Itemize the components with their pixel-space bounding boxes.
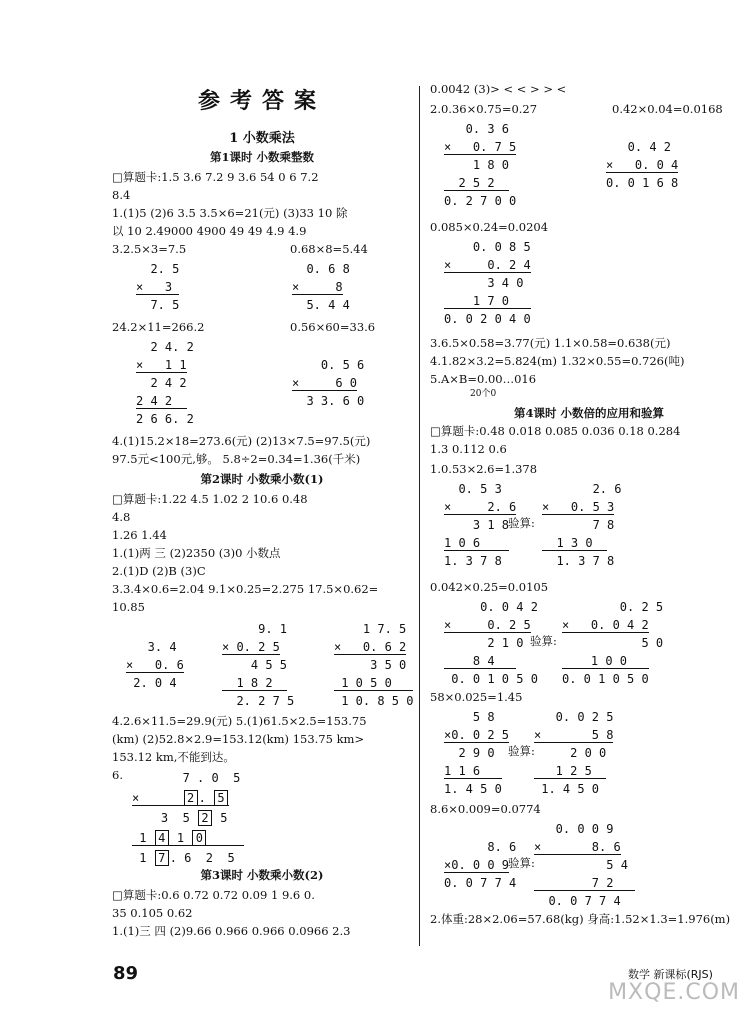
- text-line: 0.0042 (3)> < < > > <: [430, 82, 567, 96]
- text-line: 153.12 km,不能到达。: [112, 750, 235, 764]
- check-label: 验算:: [508, 516, 535, 530]
- text-line: 4.(1)15.2×18=273.6(元) (2)13×7.5=97.5(元): [112, 434, 371, 448]
- text-line: 24.2×11=266.2: [112, 320, 205, 334]
- vertical-calc: 5 8 ×0. 0 2 5 2 9 0 1 1 6 1. 4 5 0: [444, 710, 510, 796]
- text-line: 58×0.025=1.45: [430, 690, 523, 704]
- lesson4-heading: 第4课时 小数倍的应用和验算: [513, 406, 664, 420]
- text-line: 4.2.6×11.5=29.9(元) 5.(1)61.5×2.5=153.75: [112, 714, 367, 728]
- text-line: 1.3 0.112 0.6: [430, 442, 507, 456]
- vertical-calc: 2. 5 × 3 7. 5: [136, 262, 180, 312]
- text-line: 0.68×8=5.44: [290, 242, 368, 256]
- book-label: 数学 新课标(RJS): [628, 968, 713, 981]
- section-heading: 1 小数乘法: [229, 131, 295, 146]
- blank-box: 2: [198, 810, 212, 826]
- vertical-calc: 0. 2 5 × 0. 0 4 2 5 0 1 0 0 0. 0 1 0 5 0: [562, 600, 664, 686]
- text-line: 1.26 1.44: [112, 528, 167, 542]
- lesson2-heading: 第2课时 小数乘小数(1): [200, 472, 324, 486]
- digit-puzzle: 7 . 0 5 × 2 . 5 3 5 2 5 1 4 1 0 1 7 . 6 2 5: [132, 768, 244, 868]
- problem-number: 6.: [112, 768, 123, 782]
- text-line: 97.5元<100元,够。 5.8÷2=0.34=1.36(千米): [112, 452, 361, 466]
- vertical-calc: 0. 4 2 × 0. 0 4 0. 0 1 6 8: [606, 140, 679, 190]
- vertical-calc: 8. 6 ×0. 0 0 9 0. 0 7 7 4: [444, 840, 517, 890]
- text-line: □算题卡:1.5 3.6 7.2 9 3.6 54 0 6 7.2: [112, 170, 319, 184]
- page-title: 参考答案: [197, 88, 326, 114]
- text-line: 20个0: [470, 389, 497, 399]
- text-line: 3.3.4×0.6=2.04 9.1×0.25=2.275 17.5×0.62=: [112, 582, 379, 596]
- blank-box: 0: [192, 830, 206, 846]
- check-label: 验算:: [530, 634, 557, 648]
- text-line: □算题卡:1.22 4.5 1.02 2 10.6 0.48: [112, 492, 308, 506]
- text-line: 2.0.36×0.75=0.27: [430, 102, 538, 116]
- column-divider: [419, 86, 420, 946]
- text-line: 0.042×0.25=0.0105: [430, 580, 549, 594]
- text-line: 3.2.5×3=7.5: [112, 242, 187, 256]
- vertical-calc: 0. 0 0 9 × 8. 6 5 4 7 2 0. 0 7 7 4: [534, 822, 636, 908]
- text-line: 3.6.5×0.58=3.77(元) 1.1×0.58=0.638(元): [430, 336, 671, 350]
- text-line: □算题卡:0.6 0.72 0.72 0.09 1 9.6 0.: [112, 888, 315, 902]
- vertical-calc: 0. 0 8 5 × 0. 2 4 3 4 0 1 7 0 0. 0 2 0 4 0: [444, 240, 531, 326]
- vertical-calc: 0. 5 3 × 2. 6 3 1 8 1 0 6 1. 3 7 8: [444, 482, 517, 568]
- vertical-calc: 0. 0 4 2 × 0. 2 5 2 1 0 8 4 0. 0 1 0 5 0: [444, 600, 538, 686]
- text-line: 0.56×60=33.6: [290, 320, 376, 334]
- vertical-calc: 2. 6 × 0. 5 3 7 8 1 3 0 1. 3 7 8: [542, 482, 622, 568]
- text-line: 4.1.82×3.2=5.824(m) 1.32×0.55=0.726(吨): [430, 354, 685, 368]
- text-line: 1.(1)两 三 (2)2350 (3)0 小数点: [112, 546, 281, 560]
- text-line: 35 0.105 0.62: [112, 906, 193, 920]
- vertical-calc: 9. 1 × 0. 2 5 4 5 5 1 8 2 2. 2 7 5: [222, 622, 295, 708]
- vertical-calc: 2 4. 2 × 1 1 2 4 2 2 4 2 2 6 6. 2: [136, 340, 194, 426]
- check-label: 验算:: [508, 744, 535, 758]
- vertical-calc: 0. 5 6 × 6 0 3 3. 6 0: [292, 358, 365, 408]
- text-line: 1.(1)5 (2)6 3.5 3.5×6=21(元) (3)33 10 除: [112, 206, 348, 220]
- text-line: 0.085×0.24=0.0204: [430, 220, 549, 234]
- text-line: 以 10 2.49000 4900 49 49 4.9 4.9: [112, 224, 307, 238]
- check-label: 验算:: [508, 856, 535, 870]
- vertical-calc: 3. 4 × 0. 6 2. 0 4: [126, 640, 184, 690]
- text-line: 5.A×B=0.00…016: [430, 372, 537, 386]
- text-line: 1.(1)三 四 (2)9.66 0.966 0.966 0.0966 2.3: [112, 924, 351, 938]
- vertical-calc: 0. 3 6 × 0. 7 5 1 8 0 2 5 2 0. 2 7 0 0: [444, 122, 517, 208]
- text-line: 8.4: [112, 188, 131, 202]
- blank-box: 4: [155, 830, 169, 846]
- watermark: MXQE.COM: [608, 980, 740, 1005]
- blank-box: 2: [184, 790, 198, 806]
- text-line: 8.6×0.009=0.0774: [430, 802, 541, 816]
- text-line: 2.体重:28×2.06=57.68(kg) 身高:1.52×1.3=1.976(m): [430, 912, 731, 926]
- lesson3-heading: 第3课时 小数乘小数(2): [200, 868, 324, 882]
- text-line: □算题卡:0.48 0.018 0.085 0.036 0.18 0.284: [430, 424, 681, 438]
- vertical-calc: 0. 6 8 × 8 5. 4 4: [292, 262, 350, 312]
- text-line: 10.85: [112, 600, 145, 614]
- page-number: 89: [113, 963, 139, 984]
- text-line: 1.0.53×2.6=1.378: [430, 462, 538, 476]
- lesson1-heading: 第1课时 小数乘整数: [209, 150, 314, 164]
- text-line: (km) (2)52.8×2.9=153.12(km) 153.75 km>: [112, 732, 365, 746]
- text-line: 2.(1)D (2)B (3)C: [112, 564, 206, 578]
- blank-box: 5: [214, 790, 228, 806]
- vertical-calc: 0. 0 2 5 × 5 8 2 0 0 1 2 5 1. 4 5 0: [534, 710, 614, 796]
- blank-box: 7: [155, 850, 169, 866]
- vertical-calc: 1 7. 5 × 0. 6 2 3 5 0 1 0 5 0 1 0. 8 5 0: [334, 622, 414, 708]
- text-line: 4.8: [112, 510, 131, 524]
- text-line: 0.42×0.04=0.0168: [612, 102, 723, 116]
